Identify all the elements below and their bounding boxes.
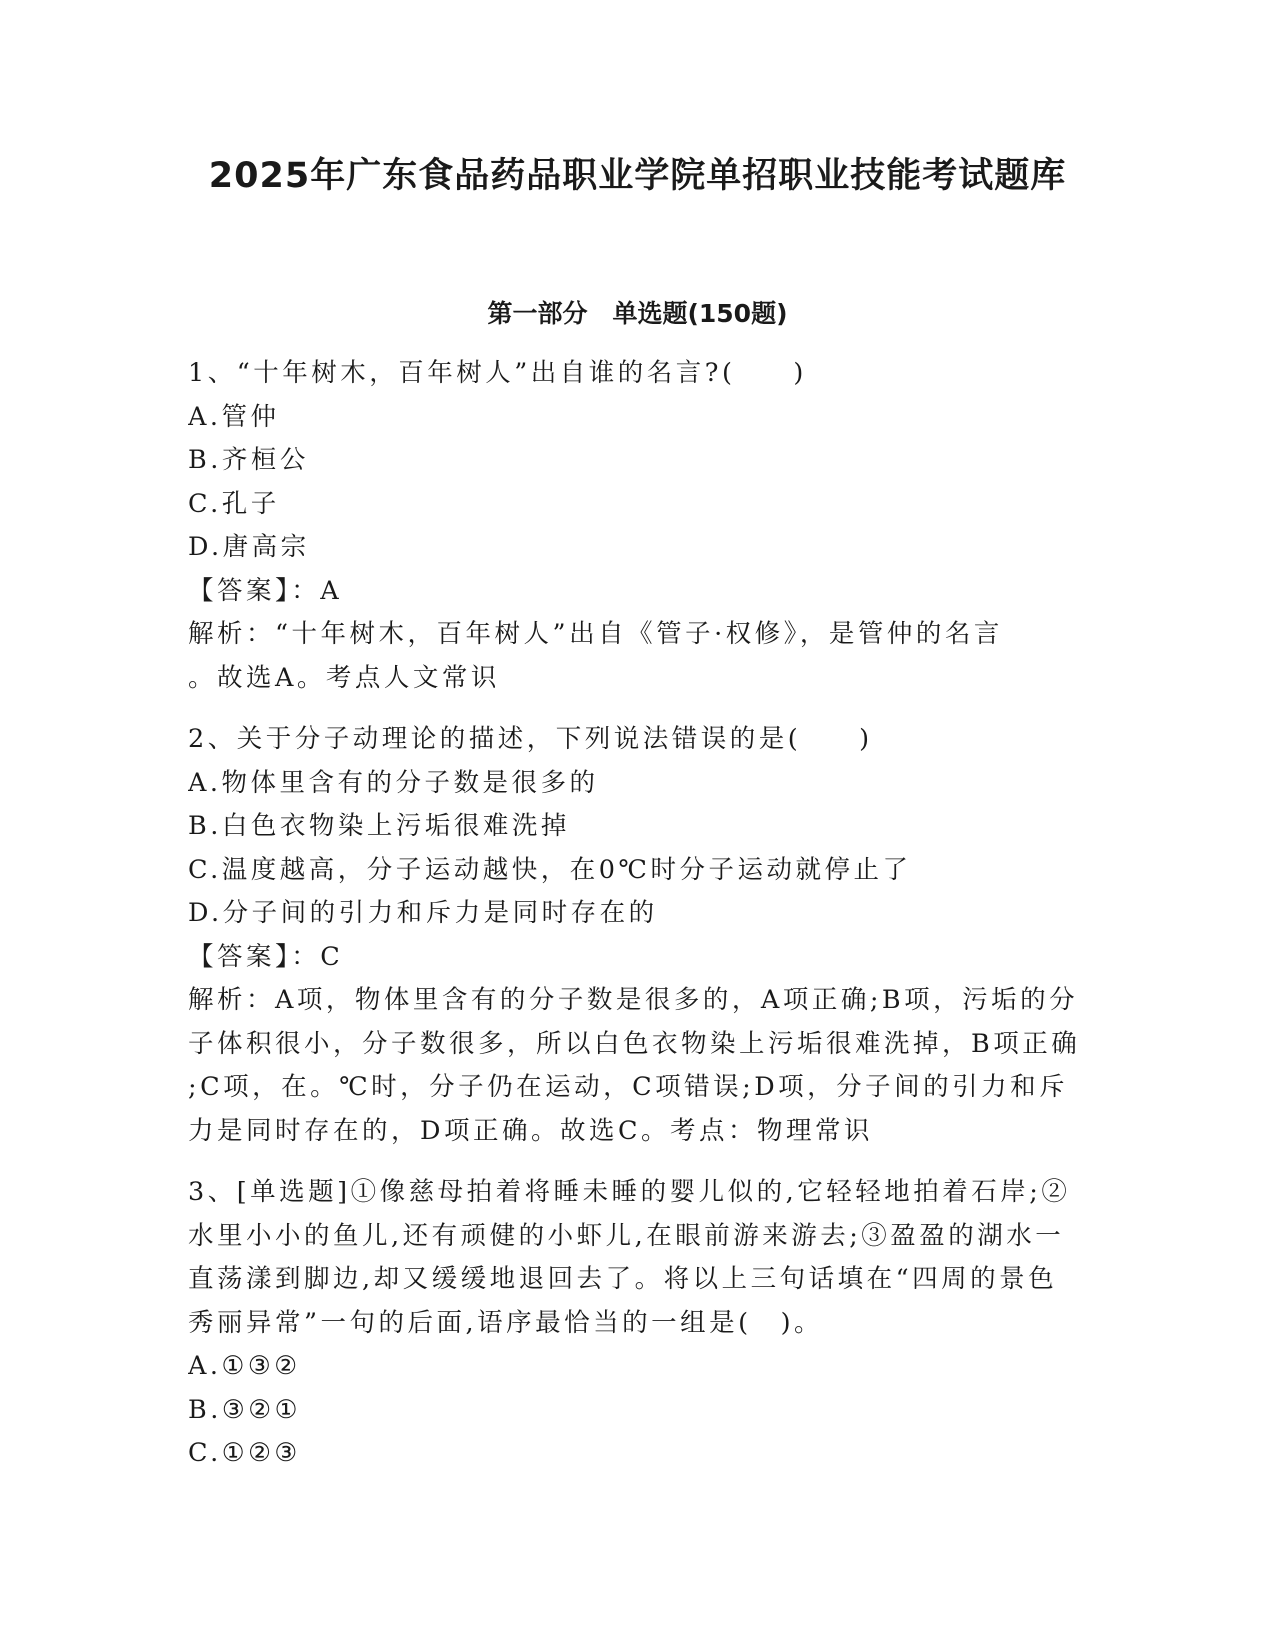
option-c: C.孔子: [188, 488, 280, 519]
analysis-line: 解析：“十年树木，百年树人”出自《管子·权修》，是管仲的名言: [188, 619, 1003, 649]
question-block-2: [188, 718, 1088, 1153]
question-text-line: 水里小小的鱼儿,还有顽健的小虾儿,在眼前游来游去;③盈盈的湖水一: [188, 1220, 1065, 1251]
document-title: 2025年广东食品药品职业学院单招职业技能考试题库: [208, 156, 1067, 196]
option-d: D.分子间的引力和斥力是同时存在的: [188, 898, 658, 928]
question-block-3: [188, 1171, 1088, 1476]
option-d: D.唐高宗: [188, 532, 310, 562]
answer-line: 【答案】：C: [188, 941, 344, 972]
question-text-line: 3、[单选题]①像慈母拍着将睡未睡的婴儿似的,它轻轻地拍着石岸;②: [188, 1177, 1071, 1207]
question-text: 1、“十年树木，百年树人”出自谁的名言?( ): [188, 358, 807, 388]
question-block-1: [188, 352, 1088, 700]
analysis-line: 。故选A。考点人文常识: [188, 662, 500, 693]
question-spacer: [188, 700, 1088, 718]
option-a: A.管仲: [188, 401, 280, 432]
option-c: C.①②③: [188, 1438, 301, 1468]
analysis-line: ;C项，在。℃时，分子仍在运动，C项错误;D项，分子间的引力和斥: [188, 1072, 1069, 1102]
option-b: B.③②①: [188, 1394, 301, 1425]
option-c: C.温度越高，分子运动越快，在0℃时分子运动就停止了: [188, 854, 912, 885]
answer-line: 【答案】：A: [188, 575, 343, 606]
question-text: 2、关于分子动理论的描述，下列说法错误的是( ): [188, 724, 873, 754]
option-b: B.白色衣物染上污垢很难洗掉: [188, 811, 570, 841]
question-list: [188, 352, 1088, 1476]
option-b: B.齐桓公: [188, 445, 309, 475]
option-a: A.①③②: [188, 1351, 301, 1381]
section-title: 第一部分 单选题(150题): [487, 299, 788, 328]
question-spacer: [188, 1153, 1088, 1171]
analysis-line: 解析：A项，物体里含有的分子数是很多的，A项正确;B项，污垢的分: [188, 985, 1079, 1015]
analysis-line: 子体积很小，分子数很多，所以白色衣物染上污垢很难洗掉，B项正确: [188, 1028, 1081, 1059]
analysis-line: 力是同时存在的，D项正确。故选C。考点：物理常识: [188, 1115, 873, 1146]
option-a: A.物体里含有的分子数是很多的: [188, 767, 599, 798]
question-text-line: 秀丽异常”一句的后面,语序最恰当的一组是( )。: [188, 1307, 824, 1338]
question-text-line: 直荡漾到脚边,却又缓缓地退回去了。将以上三句话填在“四周的景色: [188, 1264, 1058, 1294]
